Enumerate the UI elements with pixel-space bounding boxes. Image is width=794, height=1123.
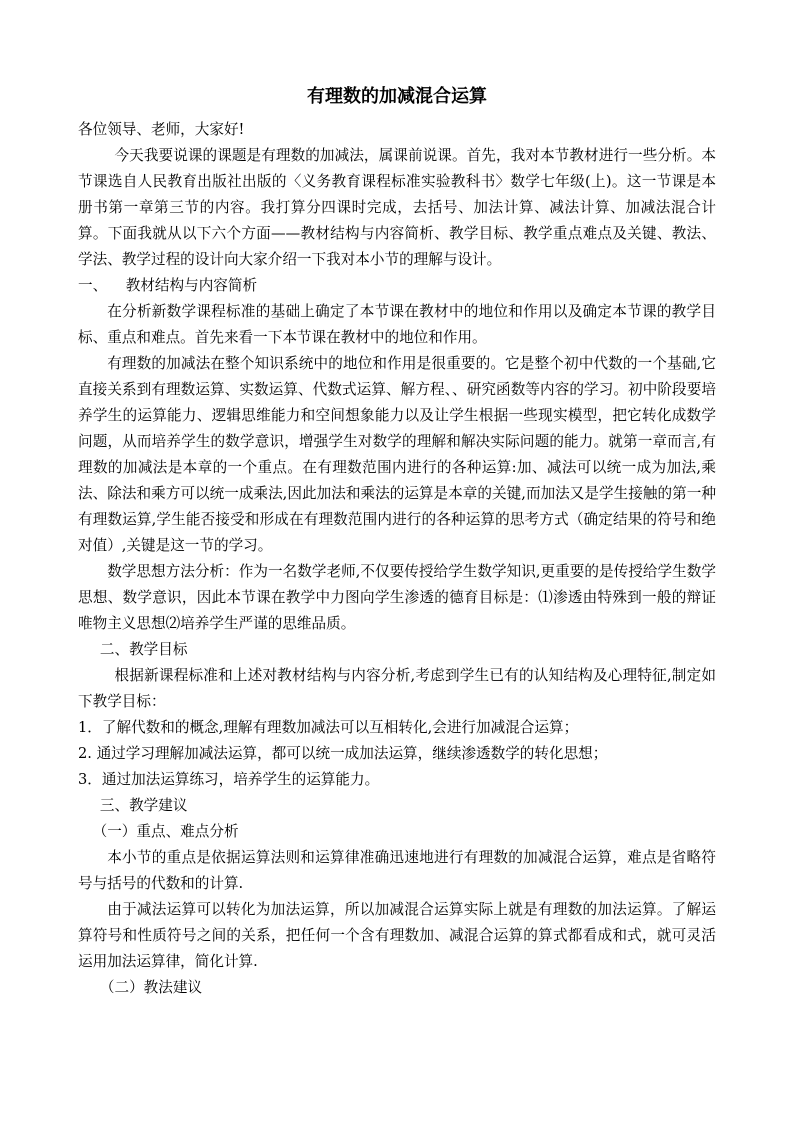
section-heading-suggestions: 三、教学建议 bbox=[99, 797, 188, 814]
paragraph: 在分析新数学课程标准的基础上确定了本节课在教材中的地位和作用以及确定本节课的教学目标、重点和难点。首先来看一下本节课在教材中的地位和作用。 bbox=[78, 303, 716, 346]
goal-item: 3．通过加法运算练习，培养学生的运算能力。 bbox=[78, 771, 380, 788]
paragraph: 有理数的加减法在整个知识系统中的地位和作用是很重要的。它是整个初中代数的一个基础,它直接关系到有理数运算、实数运算、代数式运算、解方程、、研究函数等内容的学习。初中阶段要培养学生的运算能力、逻辑思维能力和空间想象能力以及让学生根据一些现实模型，把它转化成数学问题，从而培养学生的数学意识，增强学生对数学的理解和解决实际问题的能力。就第一章而言,有理数的加减法是本章的一个重点。在有理数范围内进行的各种运算:加、减法可以统一成为加法,乘法、除法和乘方可以统一成乘法,因此加法和乘法的运算是本章的关键,而加法又是学生接触的第一种有理数运算,学生能否接受和形成在有理数范围内进行的各种运算的思考方式（确定结果的符号和绝对值）,关键是这一节的学习。 bbox=[78, 355, 716, 554]
document-body bbox=[78, 117, 716, 1001]
document-title: 有理数的加减混合运算 bbox=[307, 86, 487, 107]
paragraph: 本小节的重点是依据运算法则和运算律准确迅速地进行有理数的加减混合运算，难点是省略符号与括号的代数和的计算. bbox=[78, 849, 716, 892]
paragraph: 根据新课程标准和上述对教材结构与内容分析,考虑到学生已有的认知结构及心理特征,制定如下教学目标： bbox=[78, 667, 716, 710]
subsection-heading-methods: （二）教法建议 bbox=[99, 979, 203, 996]
paragraph: 由于减法运算可以转化为加法运算，所以加减混合运算实际上就是有理数的加法运算。了解运算符号和性质符号之间的关系，把任何一个含有理数加、减混合运算的算式都看成和式，就可灵活运用加法运算律，简化计算. bbox=[78, 901, 716, 970]
intro-paragraph: 今天我要说课的课题是有理数的加减法，属课前说课。首先，我对本节教材进行一些分析。本节课选自人民教育出版社出版的〈义务教育课程标准实验教科书〉数学七年级(上)。这一节课是本册书第一章第三节的内容。我打算分四课时完成，去括号、加法计算、减法计算、加减法混合计算。下面我就从以下六个方面——教材结构与内容简析、教学目标、教学重点难点及关键、教法、学法、教学过程的设计向大家介绍一下我对本小节的理解与设计。 bbox=[78, 147, 716, 268]
goal-item: 1．了解代数和的概念,理解有理数加减法可以互相转化,会进行加减混合运算； bbox=[78, 719, 579, 736]
paragraph: 数学思想方法分析：作为一名数学老师,不仅要传授给学生数学知识,更重要的是传授给学生数学思想、数学意识，因此本节课在教学中力图向学生渗透的德育目标是：⑴渗透由特殊到一般的辩证唯物主义思想⑵培养学生严谨的思维品质。 bbox=[78, 563, 716, 632]
section-heading-structure: 一、 教材结构与内容简析 bbox=[78, 277, 258, 294]
subsection-heading-key-points: （一）重点、难点分析 bbox=[92, 823, 239, 840]
greeting: 各位领导、老师，大家好! bbox=[78, 121, 245, 138]
section-heading-goals: 二、教学目标 bbox=[99, 641, 188, 658]
goal-item: 2. 通过学习理解加减法运算，都可以统一成加法运算，继续渗透数学的转化思想； bbox=[78, 745, 608, 762]
